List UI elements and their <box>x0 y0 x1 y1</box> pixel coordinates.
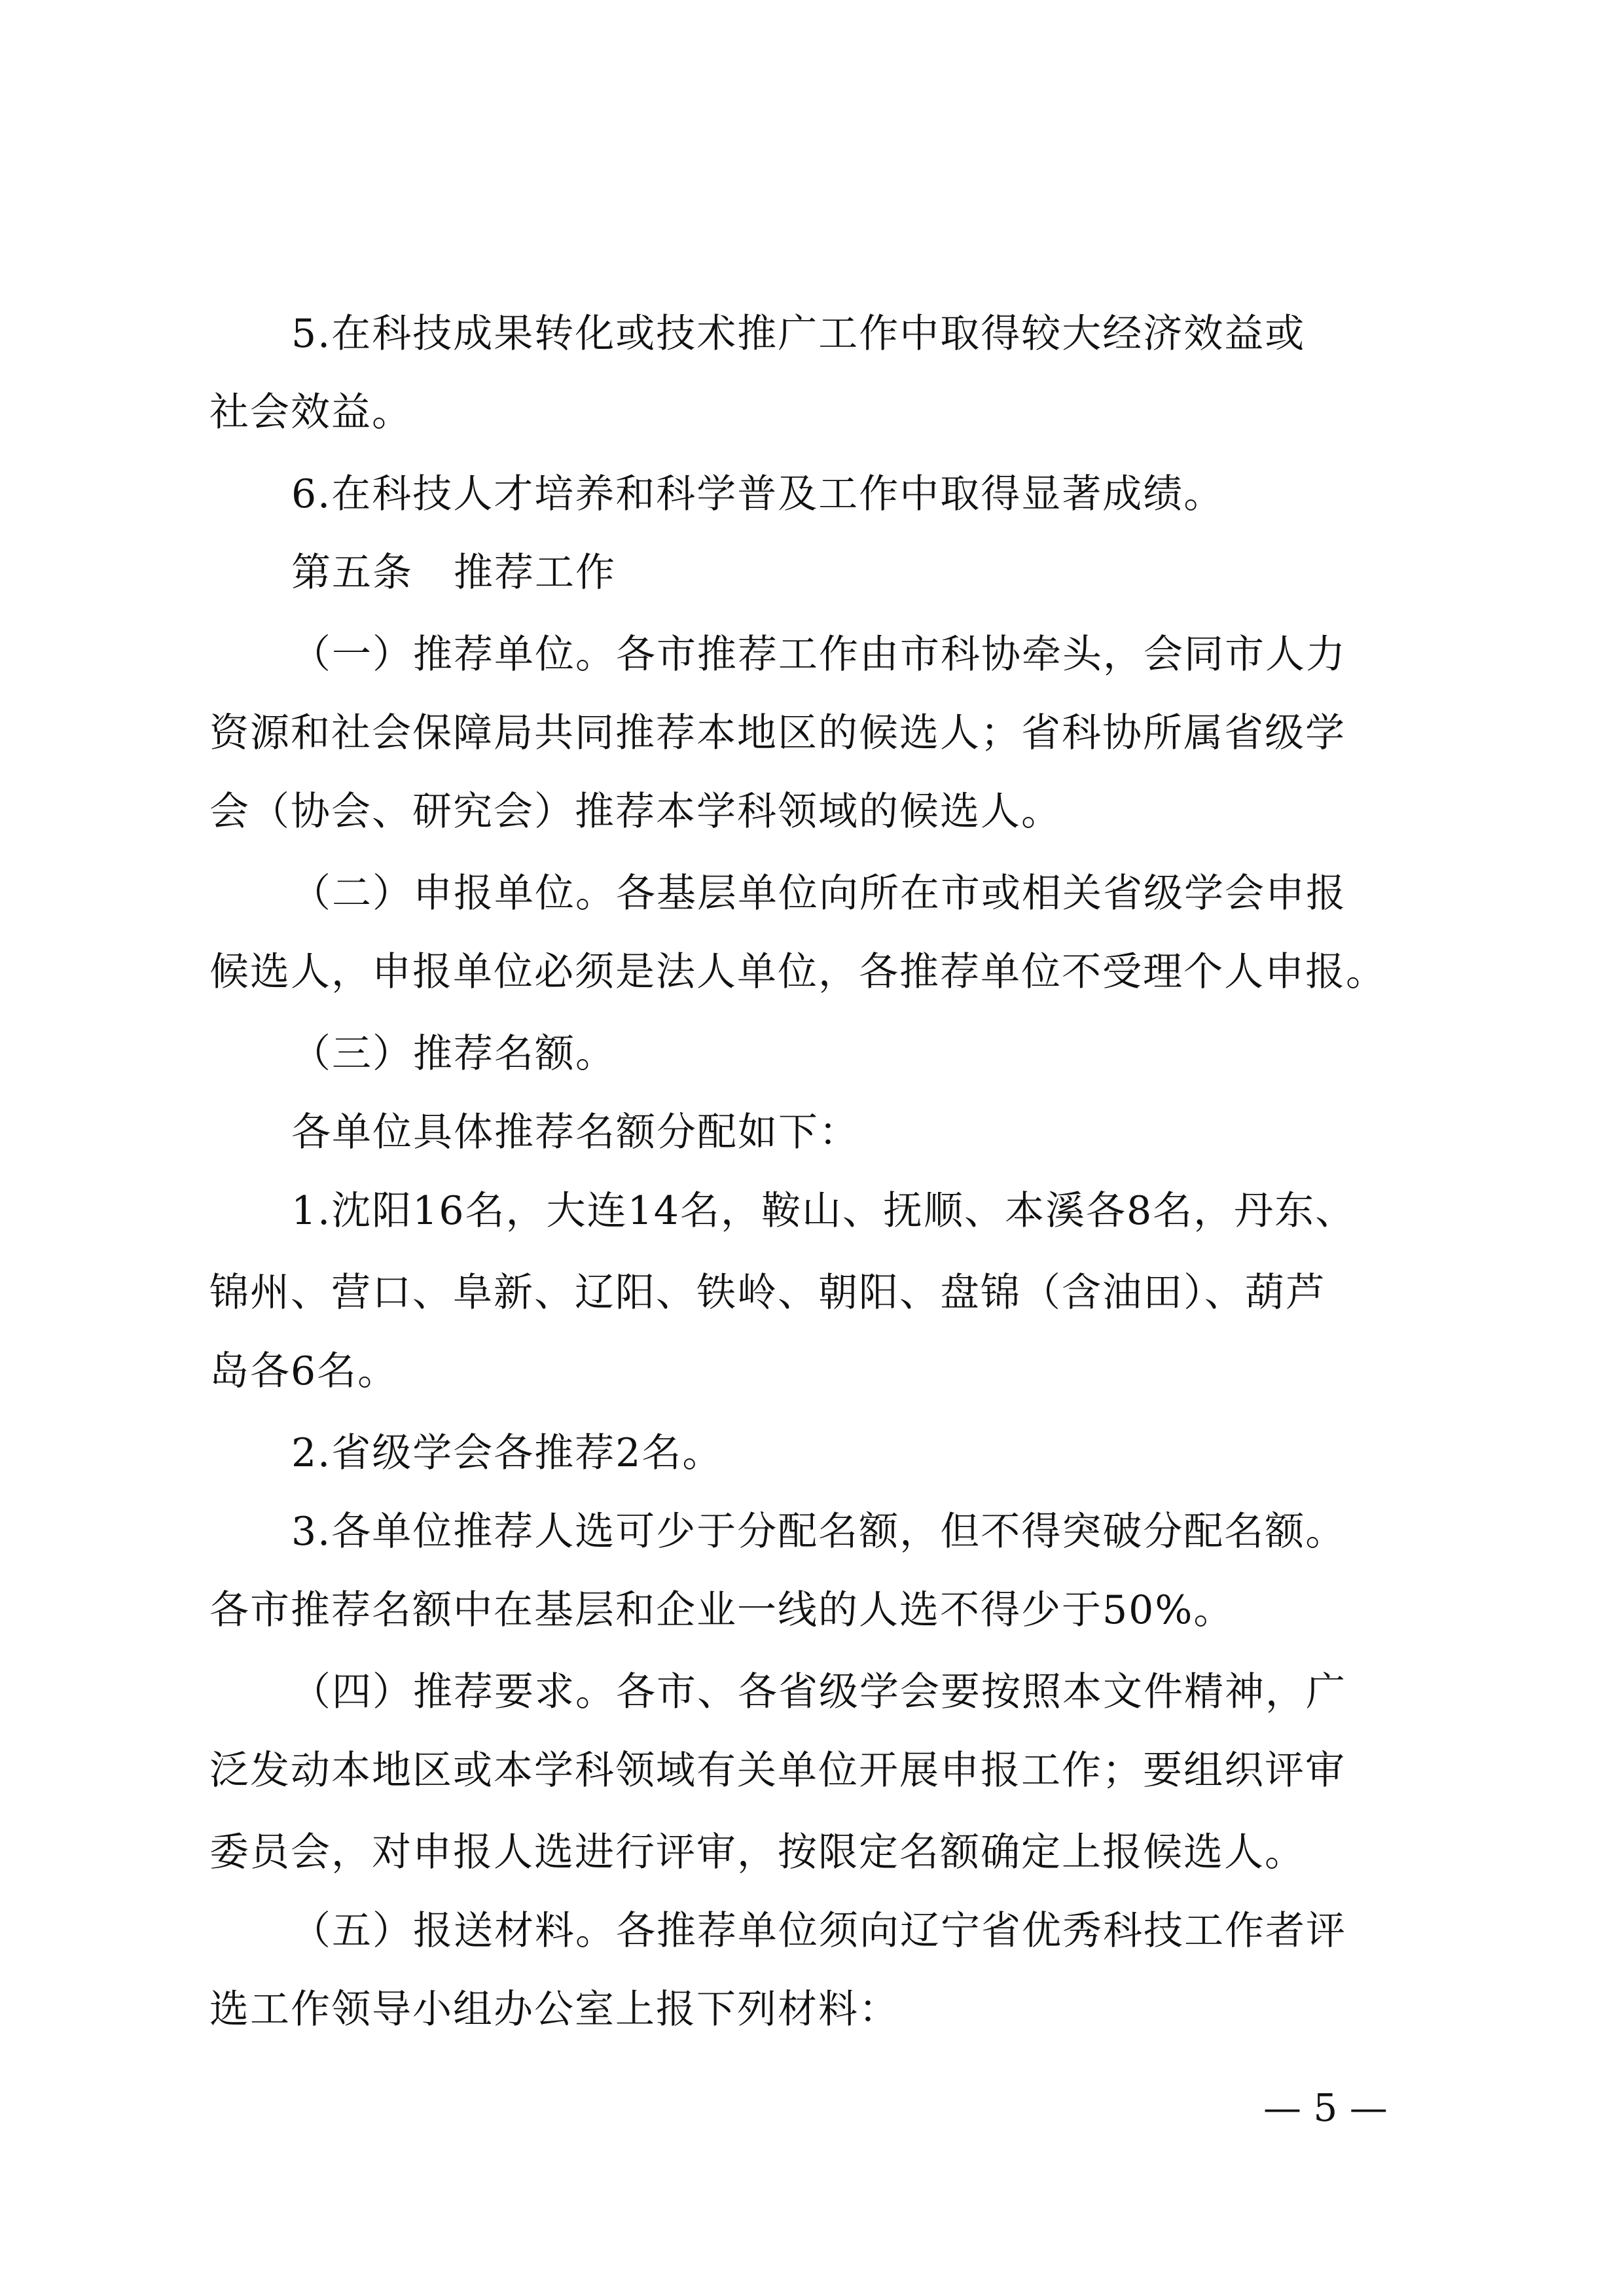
paragraph-line: 6.在科技人才培养和科学普及工作中取得显著成绩。 <box>291 471 1225 517</box>
paragraph-line: 委员会，对申报人选进行评审，按限定名额确定上报候选人。 <box>209 1829 1305 1875</box>
paragraph-line: 社会效益。 <box>209 389 412 435</box>
paragraph-line: （一）推荐单位。各市推荐工作由市科协牵头，会同市人力 <box>291 632 1346 677</box>
paragraph-line: （三）推荐名额。 <box>291 1031 616 1077</box>
paragraph-line: 泛发动本地区或本学科领域有关单位开展申报工作；要组织评审 <box>209 1748 1346 1793</box>
paragraph-line: 候选人，申报单位必须是法人单位，各推荐单位不受理个人申报。 <box>209 949 1386 995</box>
paragraph-line: 各单位具体推荐名额分配如下： <box>291 1109 859 1155</box>
paragraph-line: 选工作领导小组办公室上报下列材料： <box>209 1987 899 2032</box>
paragraph-line: （二）申报单位。各基层单位向所在市或相关省级学会申报 <box>291 871 1346 916</box>
paragraph-line: 2.省级学会各推荐2名。 <box>291 1430 723 1476</box>
paragraph-line: 会（协会、研究会）推荐本学科领域的候选人。 <box>209 789 1062 835</box>
page-number: — 5 — <box>1263 2085 1388 2130</box>
paragraph-line: 3.各单位推荐人选可少于分配名额，但不得突破分配名额。 <box>291 1509 1346 1555</box>
paragraph-line: 1.沈阳16名，大连14名，鞍山、抚顺、本溪各8名，丹东、 <box>291 1188 1356 1234</box>
paragraph-line: （五）报送材料。各推荐单位须向辽宁省优秀科技工作者评 <box>291 1908 1346 1954</box>
paragraph-line: 5.在科技成果转化或技术推广工作中取得较大经济效益或 <box>291 311 1306 357</box>
paragraph-line: 岛各6名。 <box>209 1348 399 1394</box>
section-heading: 第五条 推荐工作 <box>291 550 616 596</box>
paragraph-line: 锦州、营口、阜新、辽阳、铁岭、朝阳、盘锦（含油田）、葫芦 <box>209 1270 1326 1316</box>
paragraph-line: 资源和社会保障局共同推荐本地区的候选人；省科协所属省级学 <box>209 710 1346 756</box>
paragraph-line: （四）推荐要求。各市、各省级学会要按照本文件精神，广 <box>291 1669 1346 1715</box>
paragraph-line: 各市推荐名额中在基层和企业一线的人选不得少于50%。 <box>209 1587 1235 1633</box>
